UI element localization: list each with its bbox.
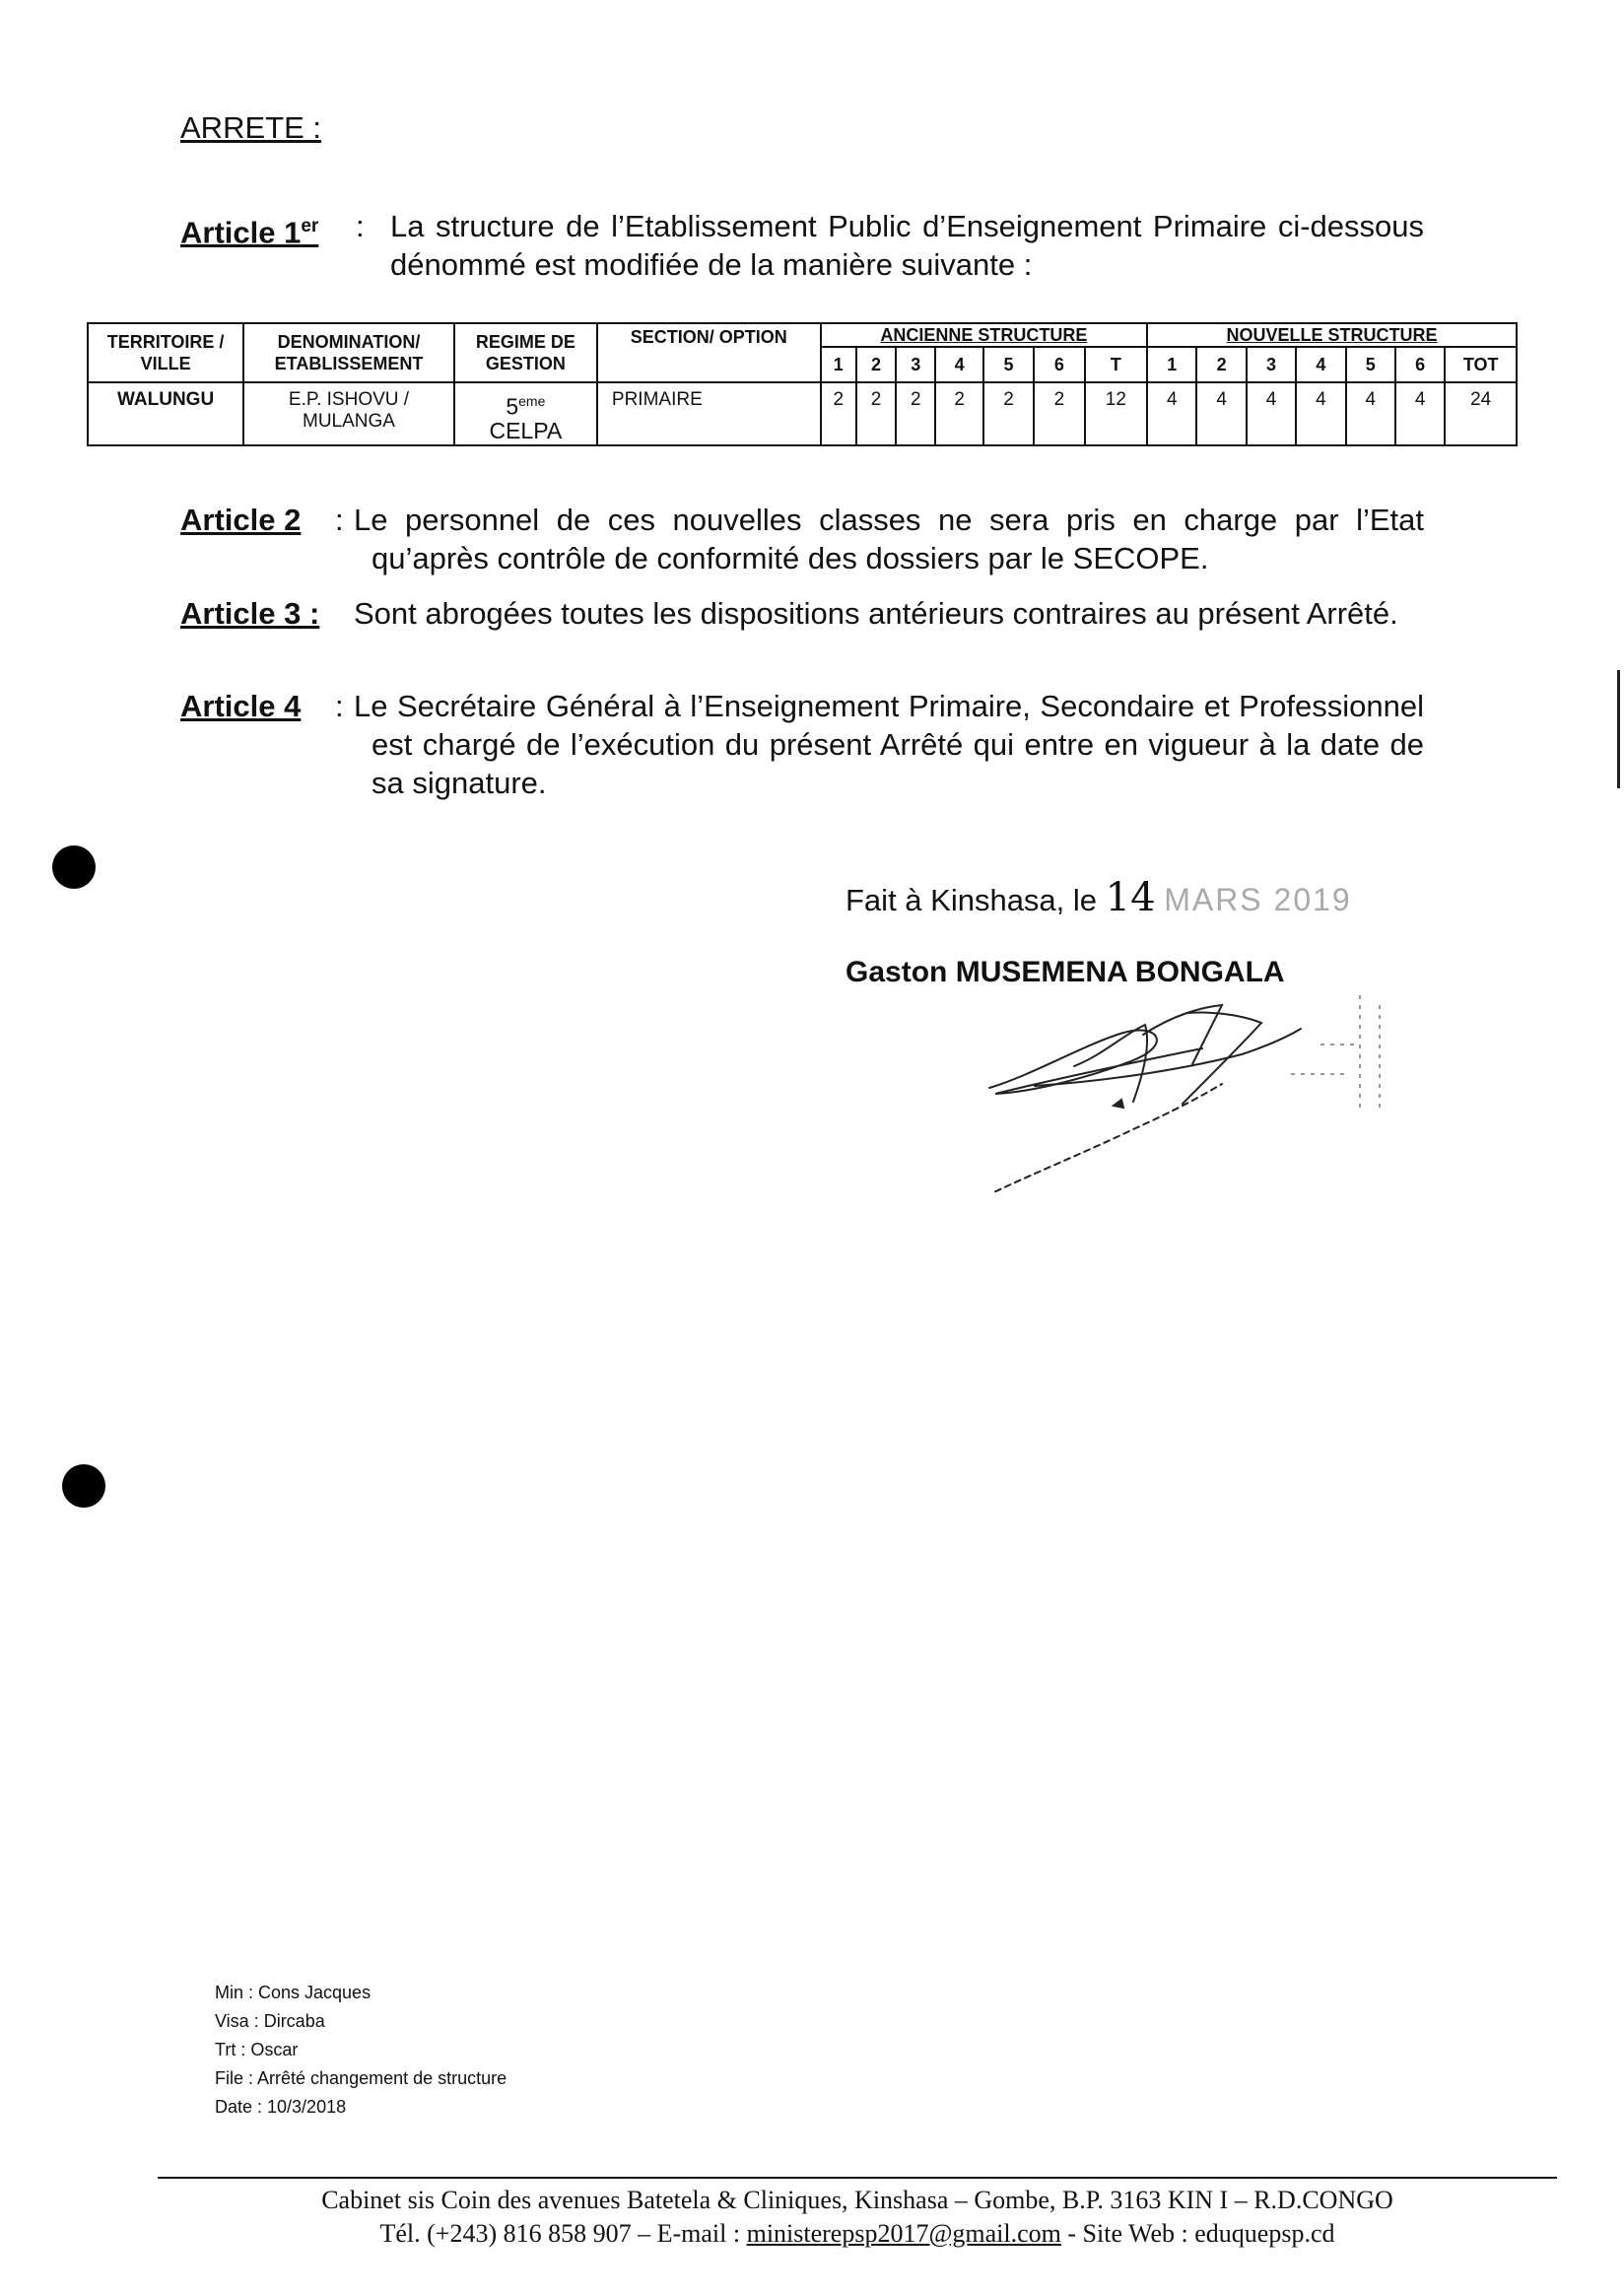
cell-nouvelle-total: 24	[1445, 382, 1517, 445]
header-ancienne: ANCIENNE STRUCTURE	[821, 323, 1147, 347]
cell-nouvelle: 4	[1147, 382, 1196, 445]
cell-nouvelle: 4	[1395, 382, 1445, 445]
article-1-text: La structure de l’Etablissement Public d’Enseignement Primaire ci-dessous dénommé est modifiée de la manière suivante :	[390, 209, 1424, 282]
header-section: SECTION/ OPTION	[597, 323, 821, 382]
header-nouvelle: NOUVELLE STRUCTURE	[1147, 323, 1517, 347]
cell-ancienne: 2	[856, 382, 896, 445]
article-3-label: Article 3 :	[180, 596, 320, 631]
cell-ancienne: 2	[821, 382, 856, 445]
header-regime: REGIME DE GESTION	[454, 323, 597, 382]
article-2-text: Le personnel de ces nouvelles classes ne sera pris en charge par l’Etat qu’après contrôle de conformité des dossiers par le SECOPE.	[354, 503, 1424, 575]
article-1-separator: :	[356, 209, 365, 243]
cell-ancienne-total: 12	[1085, 382, 1148, 445]
footer-address: Cabinet sis Coin des avenues Batetela & Cliniques, Kinshasa – Gombe, B.P. 3163 KIN I – R.D.CONGO	[321, 2186, 1393, 2214]
cell-territoire: WALUNGU	[88, 382, 243, 445]
article-2-label: Article 2	[180, 503, 302, 537]
meta-trt: Trt : Oscar	[215, 2040, 299, 2059]
cell-nouvelle: 4	[1196, 382, 1246, 445]
cell-section: PRIMAIRE	[597, 382, 821, 445]
cell-regime: 5eme CELPA	[454, 382, 597, 445]
cell-ancienne: 2	[896, 382, 935, 445]
article-3-text: Sont abrogées toutes les dispositions antérieurs contraires au présent Arrêté.	[354, 596, 1398, 631]
nouvelle-col-total: TOT	[1445, 347, 1517, 382]
nouvelle-col: 5	[1346, 347, 1395, 382]
meta-date: Date : 10/3/2018	[215, 2097, 347, 2117]
structure-table	[87, 322, 1518, 446]
decision-heading: ARRETE :	[180, 110, 321, 145]
meta-min: Min : Cons Jacques	[215, 1983, 372, 2002]
header-territoire: TERRITOIRE / VILLE	[88, 323, 243, 382]
punch-hole	[52, 845, 96, 889]
article-2-separator: :	[335, 503, 344, 537]
ancienne-col: 4	[935, 347, 982, 382]
meta-file: File : Arrêté changement de structure	[215, 2068, 508, 2088]
signature-image	[976, 985, 1409, 1192]
cell-ancienne: 2	[1034, 382, 1084, 445]
date-stamp: MARS 2019	[1164, 882, 1352, 917]
ancienne-col: 2	[856, 347, 896, 382]
footer-email-link[interactable]: ministerepsp2017@gmail.com	[746, 2219, 1061, 2248]
ancienne-col: 1	[821, 347, 856, 382]
header-denomination: DENOMINATION/ ETABLISSEMENT	[243, 323, 454, 382]
cell-nouvelle: 4	[1247, 382, 1296, 445]
place-date: Fait à Kinshasa, le 14 MARS 2019	[846, 875, 1352, 920]
signer-name: Gaston MUSEMENA BONGALA	[846, 956, 1285, 988]
article-4-text: Le Secrétaire Général à l’Enseignement Primaire, Secondaire et Professionnel est chargé de l’exécution du présent Arrêté qui entre en vigueur à la date de sa signature.	[354, 689, 1424, 800]
ancienne-col: 3	[896, 347, 935, 382]
footer-contact: Tél. (+243) 816 858 907 – E-mail : ministerepsp2017@gmail.com - Site Web : eduquepsp.cd	[379, 2219, 1335, 2248]
cell-denomination: E.P. ISHOVU / MULANGA	[243, 382, 454, 445]
routing-metadata	[215, 1979, 507, 2122]
article-4-separator: :	[335, 689, 344, 723]
article-1-label: Article 1er	[180, 215, 319, 250]
cell-ancienne: 2	[935, 382, 982, 445]
nouvelle-col: 6	[1395, 347, 1445, 382]
punch-hole	[62, 1464, 105, 1508]
meta-visa: Visa : Dircaba	[215, 2011, 325, 2031]
cell-nouvelle: 4	[1346, 382, 1395, 445]
handwritten-day: 14	[1105, 875, 1156, 920]
nouvelle-col: 1	[1147, 347, 1196, 382]
ancienne-col: 5	[983, 347, 1034, 382]
nouvelle-col: 3	[1247, 347, 1296, 382]
cell-ancienne: 2	[983, 382, 1034, 445]
ancienne-col-total: T	[1085, 347, 1148, 382]
ancienne-col: 6	[1034, 347, 1084, 382]
footer-rule	[158, 2177, 1557, 2179]
scan-edge-mark	[1617, 670, 1620, 788]
table-row	[88, 382, 1517, 445]
article-4-label: Article 4	[180, 689, 302, 723]
cell-nouvelle: 4	[1296, 382, 1345, 445]
footer	[158, 2184, 1557, 2251]
nouvelle-col: 4	[1296, 347, 1345, 382]
nouvelle-col: 2	[1196, 347, 1246, 382]
